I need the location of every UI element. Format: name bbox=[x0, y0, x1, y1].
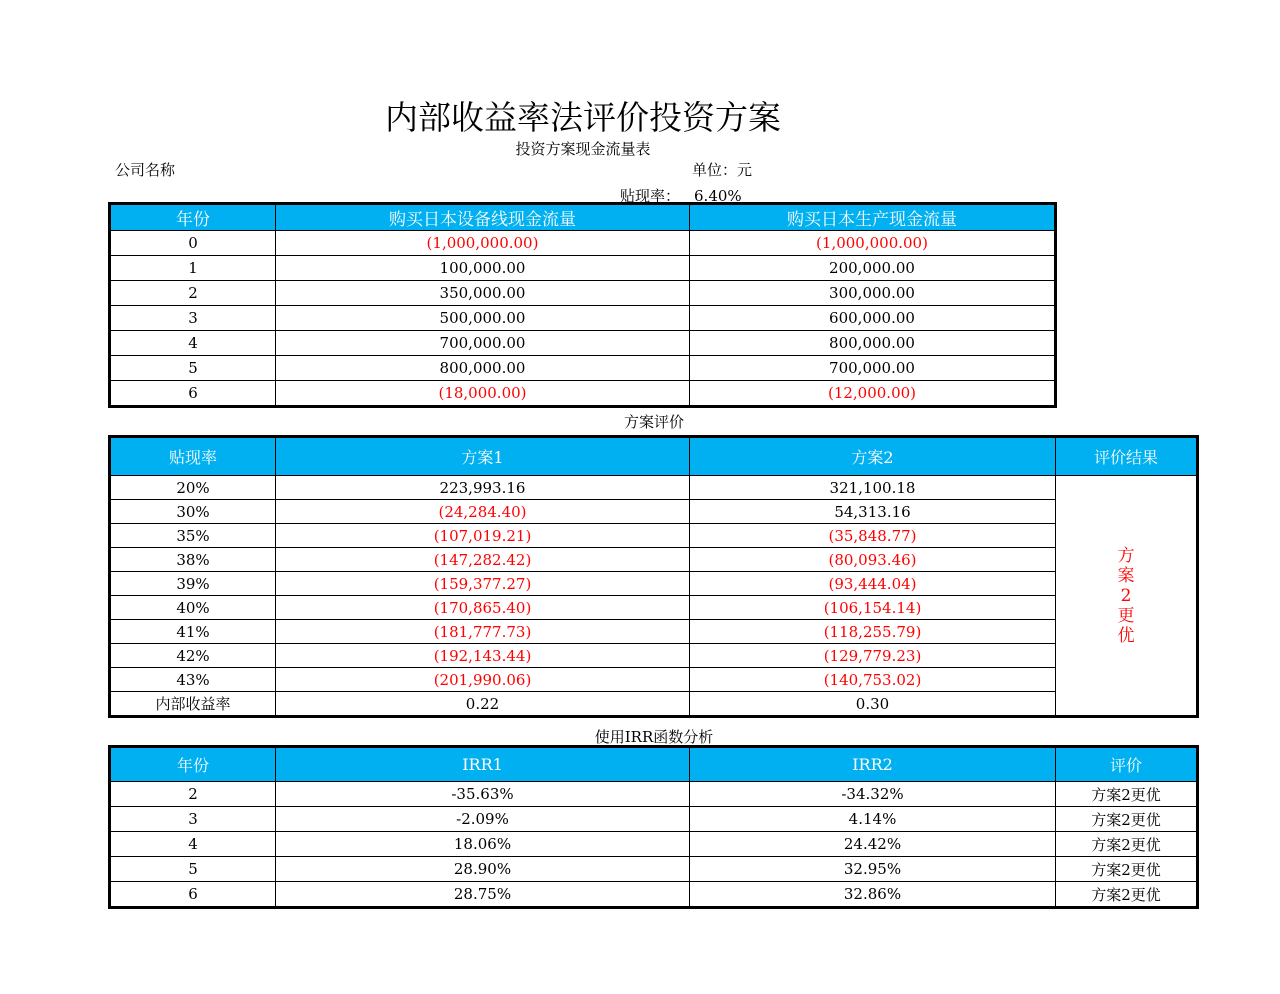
discount-rate-cell: 38% bbox=[111, 548, 276, 572]
discount-rate-cell: 41% bbox=[111, 620, 276, 644]
option-b-cashflow-cell: 800,000.00 bbox=[690, 331, 1055, 356]
irr1-cell: 28.75% bbox=[276, 882, 690, 907]
year-cell: 5 bbox=[111, 857, 276, 882]
discount-rate-cell: 内部收益率 bbox=[111, 692, 276, 716]
option-2-npv-cell: (93,444.04) bbox=[690, 572, 1056, 596]
year-cell: 4 bbox=[111, 331, 276, 356]
option-b-cashflow-cell: 200,000.00 bbox=[690, 256, 1055, 281]
year-cell: 1 bbox=[111, 256, 276, 281]
irr1-cell: 28.90% bbox=[276, 857, 690, 882]
irr1-cell: -2.09% bbox=[276, 807, 690, 832]
year-cell: 2 bbox=[111, 782, 276, 807]
discount-rate-value: 6.40% bbox=[694, 187, 742, 205]
year-cell: 6 bbox=[111, 381, 276, 406]
option-1-npv-cell: (159,377.27) bbox=[276, 572, 690, 596]
table-row bbox=[111, 256, 1055, 281]
option-a-cashflow-cell: (18,000.00) bbox=[276, 381, 690, 406]
irr1-cell: -35.63% bbox=[276, 782, 690, 807]
year-cell: 0 bbox=[111, 231, 276, 256]
table-row bbox=[111, 281, 1055, 306]
option-2-npv-cell: (80,093.46) bbox=[690, 548, 1056, 572]
option-a-cashflow-cell: 800,000.00 bbox=[276, 356, 690, 381]
evaluation-cell: 方案2更优 bbox=[1056, 807, 1197, 832]
option-2-npv-cell: (118,255.79) bbox=[690, 620, 1056, 644]
table-row bbox=[111, 782, 1197, 807]
option-1-npv-cell: 0.22 bbox=[276, 692, 690, 716]
table-row bbox=[111, 882, 1197, 907]
table-row bbox=[111, 356, 1055, 381]
table-header-row bbox=[111, 438, 1197, 476]
irr2-cell: 24.42% bbox=[690, 832, 1056, 857]
table-row bbox=[111, 381, 1055, 406]
option-1-npv-cell: (107,019.21) bbox=[276, 524, 690, 548]
table-header-row bbox=[111, 205, 1055, 231]
table-row bbox=[111, 500, 1197, 524]
option-a-cashflow-cell: (1,000,000.00) bbox=[276, 231, 690, 256]
option-1-npv-cell: (24,284.40) bbox=[276, 500, 690, 524]
discount-rate bbox=[620, 185, 742, 206]
option-1-npv-cell: (201,990.06) bbox=[276, 668, 690, 692]
option-1-npv-cell: (147,282.42) bbox=[276, 548, 690, 572]
table-row bbox=[111, 668, 1197, 692]
option-a-cashflow-cell: 700,000.00 bbox=[276, 331, 690, 356]
header-option-2: 方案2 bbox=[690, 438, 1056, 476]
option-a-cashflow-cell: 500,000.00 bbox=[276, 306, 690, 331]
evaluation-cell: 方案2更优 bbox=[1056, 782, 1197, 807]
header-irr2: IRR2 bbox=[690, 748, 1056, 782]
irr1-cell: 18.06% bbox=[276, 832, 690, 857]
year-cell: 5 bbox=[111, 356, 276, 381]
discount-rate-cell: 30% bbox=[111, 500, 276, 524]
discount-rate-cell: 20% bbox=[111, 476, 276, 500]
header-option-a-cashflow: 购买日本设备线现金流量 bbox=[276, 205, 690, 231]
evaluation-section-title: 方案评价 bbox=[623, 413, 684, 431]
table-row bbox=[111, 644, 1197, 668]
year-cell: 4 bbox=[111, 832, 276, 857]
option-b-cashflow-cell: 300,000.00 bbox=[690, 281, 1055, 306]
option-2-npv-cell: (129,779.23) bbox=[690, 644, 1056, 668]
table-row bbox=[111, 476, 1197, 500]
option-2-npv-cell: (106,154.14) bbox=[690, 596, 1056, 620]
table-row bbox=[111, 331, 1055, 356]
table-row bbox=[111, 306, 1055, 331]
option-b-cashflow-cell: 600,000.00 bbox=[690, 306, 1055, 331]
discount-rate-cell: 39% bbox=[111, 572, 276, 596]
header-evaluation: 评价 bbox=[1056, 748, 1197, 782]
option-1-npv-cell: (181,777.73) bbox=[276, 620, 690, 644]
evaluation-cell: 方案2更优 bbox=[1056, 882, 1197, 907]
option-2-npv-cell: (140,753.02) bbox=[690, 668, 1056, 692]
evaluation-verdict: 方案2更优 bbox=[1117, 545, 1135, 646]
header-year: 年份 bbox=[111, 205, 276, 231]
discount-rate-label: 贴现率： bbox=[620, 187, 681, 205]
cashflow-table-title: 投资方案现金流量表 bbox=[515, 140, 651, 158]
year-cell: 3 bbox=[111, 807, 276, 832]
option-1-npv-cell: (192,143.44) bbox=[276, 644, 690, 668]
header-irr1: IRR1 bbox=[276, 748, 690, 782]
table-row bbox=[111, 857, 1197, 882]
option-b-cashflow-cell: (1,000,000.00) bbox=[690, 231, 1055, 256]
irr-section-title: 使用IRR函数分析 bbox=[594, 728, 714, 746]
table-row bbox=[111, 692, 1197, 716]
year-cell: 2 bbox=[111, 281, 276, 306]
header-evaluation-result: 评价结果 bbox=[1056, 438, 1197, 476]
header-discount-rate: 贴现率 bbox=[111, 438, 276, 476]
table-row bbox=[111, 596, 1197, 620]
discount-rate-cell: 42% bbox=[111, 644, 276, 668]
evaluation-cell: 方案2更优 bbox=[1056, 857, 1197, 882]
irr2-cell: 4.14% bbox=[690, 807, 1056, 832]
option-1-npv-cell: 223,993.16 bbox=[276, 476, 690, 500]
option-2-npv-cell: 0.30 bbox=[690, 692, 1056, 716]
table-header-row bbox=[111, 748, 1197, 782]
irr-table bbox=[110, 747, 1197, 907]
table-row bbox=[111, 524, 1197, 548]
table-row bbox=[111, 572, 1197, 596]
option-b-cashflow-cell: 700,000.00 bbox=[690, 356, 1055, 381]
table-row bbox=[111, 620, 1197, 644]
evaluation-cell: 方案2更优 bbox=[1056, 832, 1197, 857]
header-option-b-cashflow: 购买日本生产现金流量 bbox=[690, 205, 1055, 231]
year-cell: 3 bbox=[111, 306, 276, 331]
irr2-cell: -34.32% bbox=[690, 782, 1056, 807]
table-row bbox=[111, 832, 1197, 857]
cashflow-table bbox=[110, 204, 1055, 406]
irr2-cell: 32.86% bbox=[690, 882, 1056, 907]
discount-rate-cell: 40% bbox=[111, 596, 276, 620]
discount-rate-cell: 35% bbox=[111, 524, 276, 548]
irr2-cell: 32.95% bbox=[690, 857, 1056, 882]
option-1-npv-cell: (170,865.40) bbox=[276, 596, 690, 620]
table-row bbox=[111, 548, 1197, 572]
evaluation-result-cell bbox=[1056, 476, 1197, 716]
table-row bbox=[111, 807, 1197, 832]
company-label: 公司名称 bbox=[115, 161, 176, 179]
option-b-cashflow-cell: (12,000.00) bbox=[690, 381, 1055, 406]
option-2-npv-cell: (35,848.77) bbox=[690, 524, 1056, 548]
header-option-1: 方案1 bbox=[276, 438, 690, 476]
option-2-npv-cell: 54,313.16 bbox=[690, 500, 1056, 524]
discount-rate-cell: 43% bbox=[111, 668, 276, 692]
page-title: 内部收益率法评价投资方案 bbox=[385, 98, 781, 137]
unit-label: 单位：元 bbox=[692, 161, 753, 179]
table-row bbox=[111, 231, 1055, 256]
option-a-cashflow-cell: 100,000.00 bbox=[276, 256, 690, 281]
evaluation-table bbox=[110, 437, 1197, 716]
header-year: 年份 bbox=[111, 748, 276, 782]
option-a-cashflow-cell: 350,000.00 bbox=[276, 281, 690, 306]
option-2-npv-cell: 321,100.18 bbox=[690, 476, 1056, 500]
year-cell: 6 bbox=[111, 882, 276, 907]
